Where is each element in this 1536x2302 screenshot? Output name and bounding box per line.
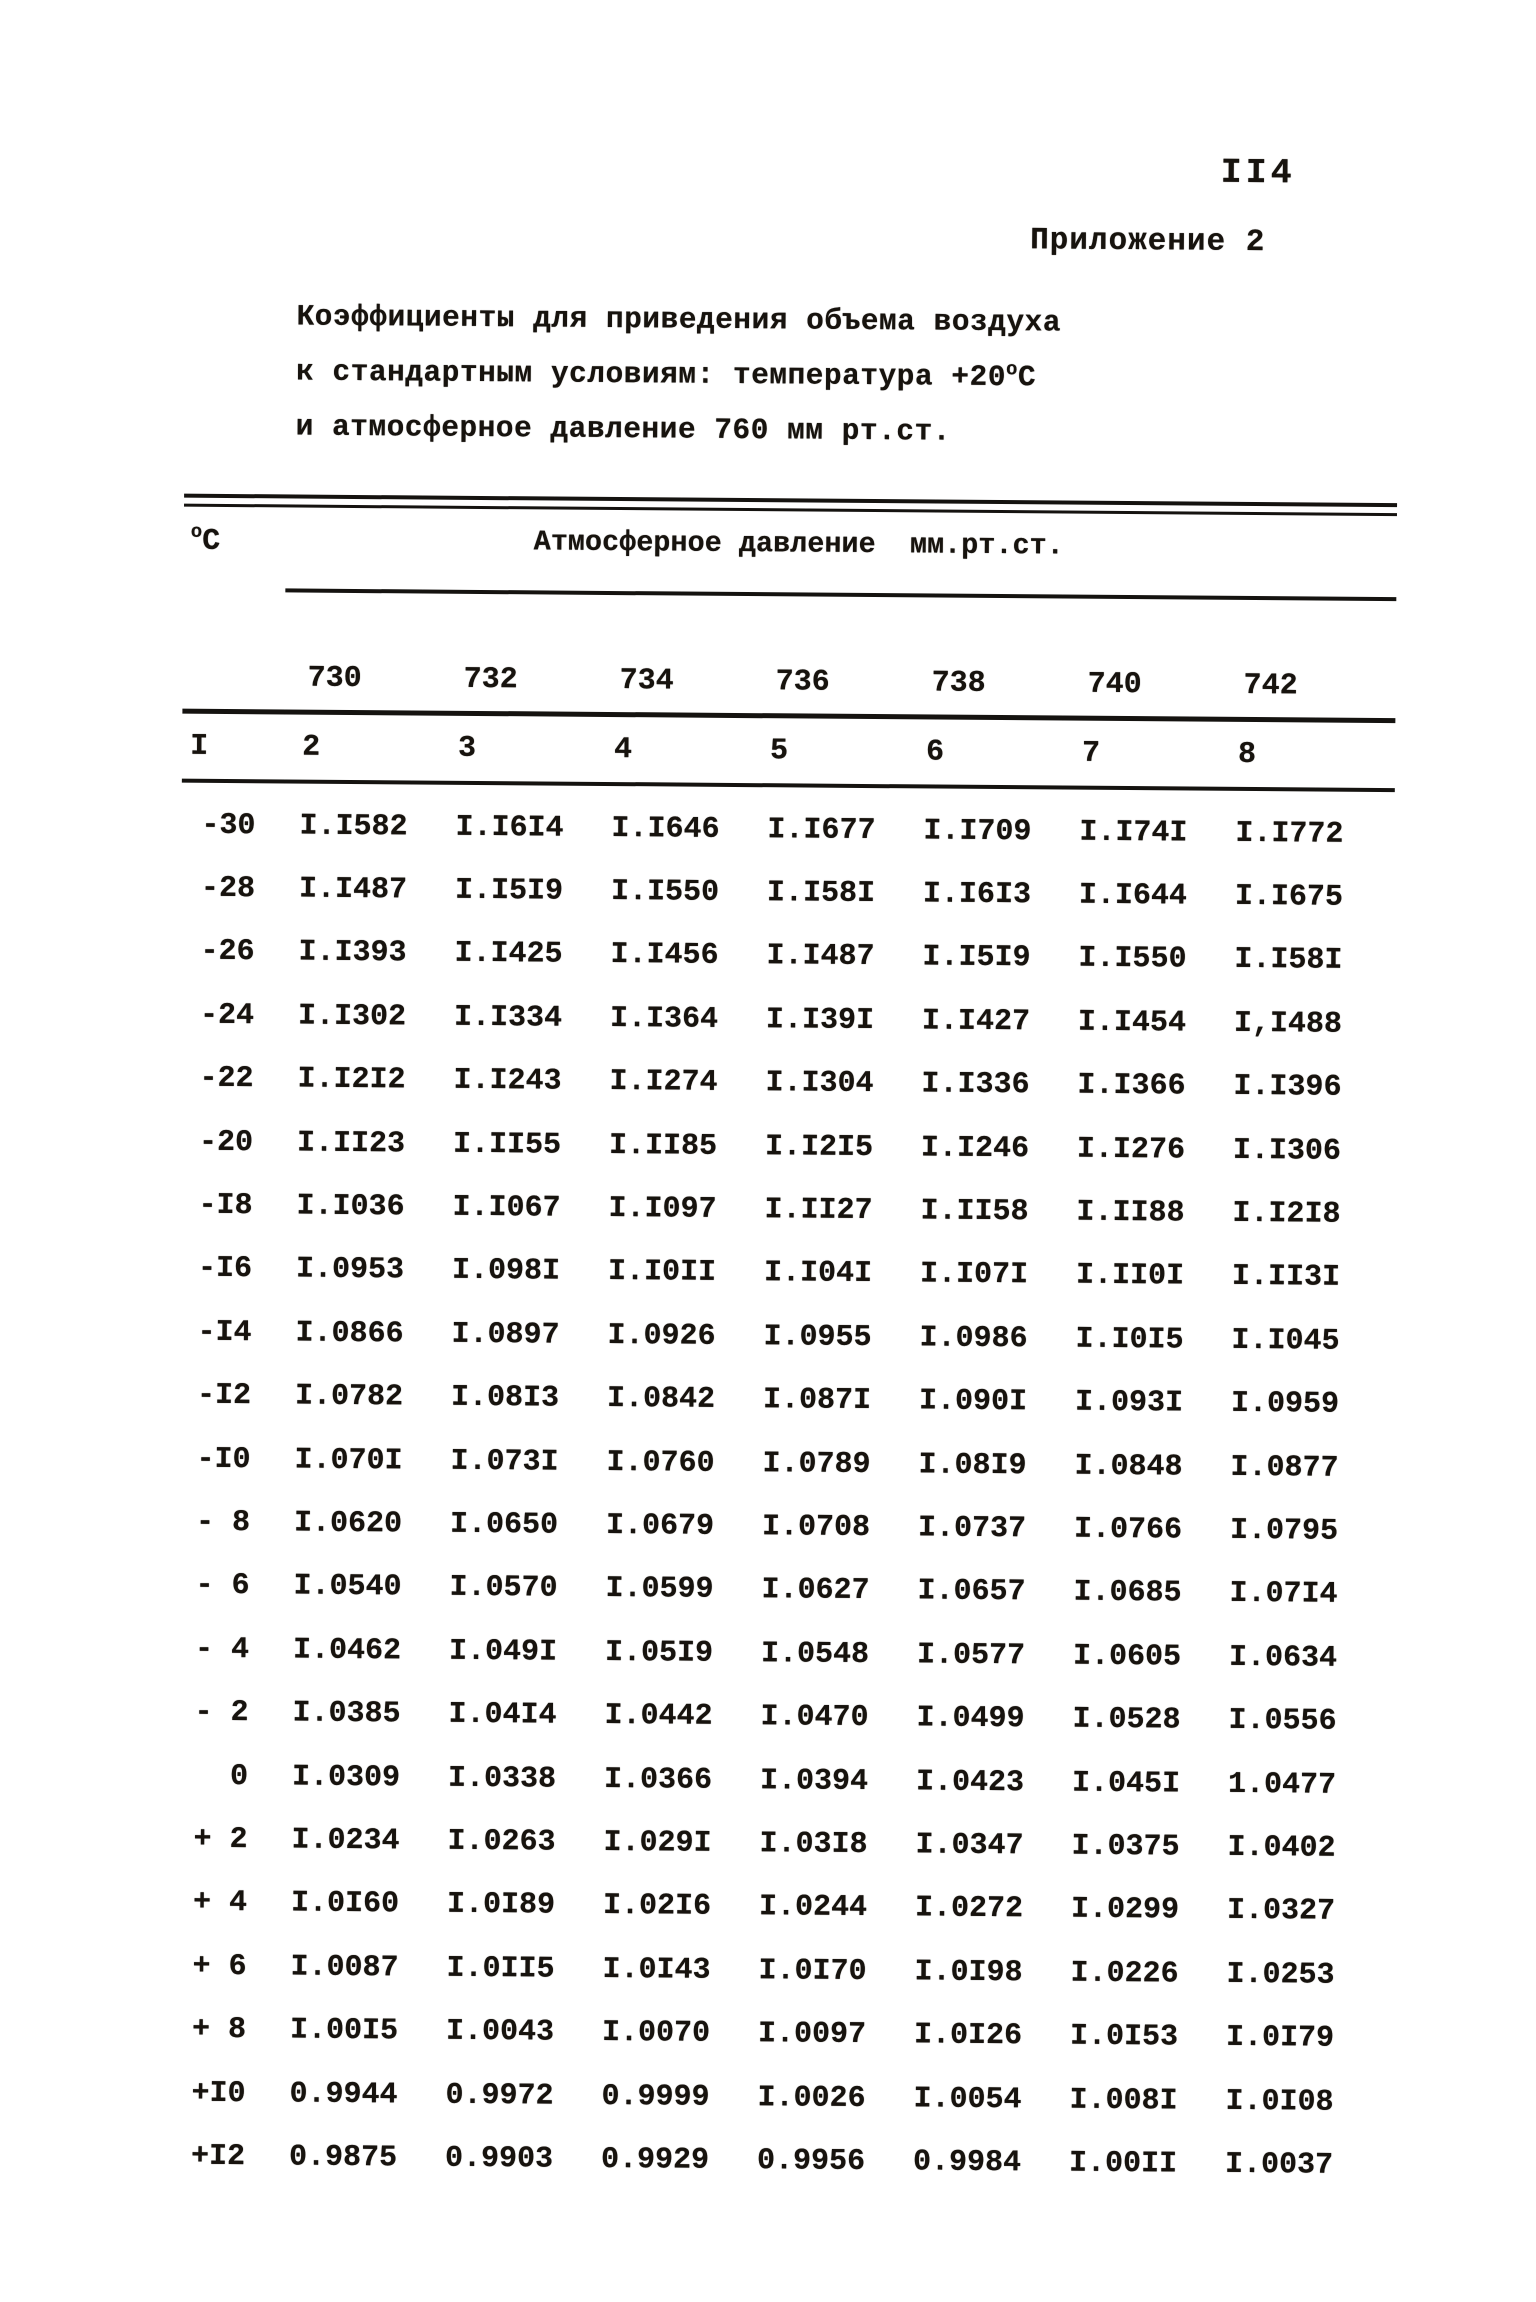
coefficient-cell: I.0299 <box>1070 1892 1180 1928</box>
coefficient-cell: I.I772 <box>1235 816 1344 852</box>
temperature-cell: -26 <box>200 935 255 970</box>
table-row <box>172 1935 1385 2008</box>
table-row <box>181 794 1394 867</box>
page-number: II4 <box>1220 152 1296 194</box>
coefficient-cell: I.I550 <box>1078 942 1187 977</box>
column-number: 3 <box>457 731 477 766</box>
coefficient-cell: I.I302 <box>297 999 407 1035</box>
column-number: 6 <box>925 734 945 770</box>
coefficient-cell: I.0442 <box>604 1699 713 1734</box>
coefficient-cell: I.03I8 <box>759 1827 868 1862</box>
coefficient-cell: I.I07I <box>919 1257 1029 1293</box>
coefficient-cell: I.0462 <box>292 1633 402 1669</box>
table-row <box>179 1047 1392 1120</box>
coefficient-cell: I.0528 <box>1072 1702 1181 1738</box>
coefficient-cell: I.0708 <box>761 1510 871 1546</box>
coefficient-cell: I.0599 <box>605 1572 714 1608</box>
coefficient-cell: I.0540 <box>293 1569 402 1605</box>
title-line-3: и атмосферное давление 760 мм рт.ст. <box>295 409 952 449</box>
coefficient-cell: I.I036 <box>296 1189 405 1225</box>
coefficient-cell: I.0I26 <box>913 2018 1023 2054</box>
coefficient-cell: I.08I3 <box>450 1380 560 1416</box>
temperature-cell: - 6 <box>195 1569 250 1604</box>
column-number: 7 <box>1081 736 1101 771</box>
pressure-value: 736 <box>775 665 830 700</box>
coefficient-cell: I.I276 <box>1076 1132 1186 1168</box>
coefficient-cell: I.I425 <box>454 937 563 973</box>
coefficient-cell: I.0897 <box>451 1317 560 1353</box>
coefficient-cell: I.II58 <box>920 1194 1029 1230</box>
coefficient-cell: I.II3I <box>1231 1260 1341 1296</box>
coefficient-cell: I.0244 <box>758 1890 868 1926</box>
temperature-cell: -I8 <box>198 1188 253 1224</box>
coefficient-cell: I.0226 <box>1070 1956 1179 1992</box>
title-line-2 <box>296 345 1061 406</box>
temperature-cell: - 4 <box>194 1632 250 1667</box>
coefficient-cell: I.I306 <box>1232 1133 1342 1169</box>
temperature-cell: -I0 <box>196 1442 251 1477</box>
coefficient-cell: I.0097 <box>757 2017 867 2053</box>
coefficient-cell: I.I677 <box>767 812 876 848</box>
coefficient-cell: I.090I <box>918 1384 1028 1420</box>
pressure-value: 730 <box>307 661 362 697</box>
temperature-cell: - 2 <box>194 1695 249 1731</box>
table-row <box>173 1871 1386 1944</box>
coefficient-cell: I.0650 <box>449 1507 559 1543</box>
coefficient-cell: I.045I <box>1071 1766 1181 1802</box>
coefficient-cell: I.II88 <box>1076 1195 1185 1231</box>
coefficient-cell: I.II0I <box>1075 1259 1185 1294</box>
table-row <box>180 920 1393 993</box>
coefficient-cell: I.I366 <box>1077 1068 1186 1104</box>
table-row <box>173 1808 1386 1881</box>
coefficient-cell: I.II23 <box>296 1126 406 1162</box>
coefficient-cell: I.098I <box>451 1254 561 1290</box>
coefficient-cell: I.0I43 <box>602 1952 711 1988</box>
coefficient-cell: I.0877 <box>1230 1450 1339 1486</box>
table-body <box>171 783 1395 2198</box>
coefficient-cell: 0.9944 <box>289 2077 398 2112</box>
coefficient-cell: I.I5I9 <box>922 940 1031 976</box>
coefficient-cell: I.I0II <box>607 1255 717 1291</box>
coefficient-cell: I.0986 <box>919 1321 1028 1357</box>
coefficient-cell: I.0499 <box>916 1701 1025 1737</box>
column-number: I <box>189 729 209 764</box>
coefficient-cell: I.0620 <box>293 1506 403 1542</box>
coefficient-cell: I.0627 <box>761 1573 870 1609</box>
document-title <box>295 290 1061 461</box>
coefficient-cell: I.I2I8 <box>1232 1196 1341 1232</box>
coefficient-cell: 0.9929 <box>600 2142 710 2178</box>
table-row <box>174 1744 1387 1817</box>
coefficient-cell: I.04I4 <box>448 1697 557 1733</box>
coefficient-cell: I.0253 <box>1226 1957 1335 1993</box>
table-row <box>181 857 1394 930</box>
coefficient-cell: I.0953 <box>295 1252 405 1288</box>
title-line-2-unit: С <box>1017 360 1037 395</box>
coefficient-cell: I.0I89 <box>446 1888 556 1923</box>
coefficient-cell: I.0338 <box>447 1761 557 1797</box>
coefficient-cell: I.I74I <box>1079 815 1188 851</box>
table-row <box>176 1491 1389 1564</box>
coefficient-cell: I.0070 <box>601 2016 711 2051</box>
coefficient-cell: I.0679 <box>605 1508 715 1544</box>
coefficient-cell: I.0I98 <box>914 1955 1023 1990</box>
coefficient-cell: I.0866 <box>295 1316 404 1352</box>
temperature-cell: +I0 <box>191 2076 246 2111</box>
appendix-label: Приложение 2 <box>1029 223 1266 261</box>
coefficient-cell: 0.9999 <box>601 2079 710 2115</box>
pressure-values-row <box>256 592 1396 718</box>
coefficient-cell: I.I396 <box>1233 1070 1342 1105</box>
coefficient-cell: 0.9972 <box>445 2078 554 2114</box>
coefficient-cell: 0.9984 <box>912 2145 1022 2181</box>
temperature-cell: -22 <box>199 1062 254 1097</box>
coefficient-cell: I,I488 <box>1233 1006 1343 1042</box>
coefficient-cell: I.I675 <box>1234 879 1344 915</box>
coefficient-cell: I.I304 <box>765 1066 874 1102</box>
coefficient-cell: I.00I5 <box>289 2013 399 2049</box>
coefficient-cell: I.0309 <box>291 1760 401 1795</box>
coefficient-cell: I.0926 <box>607 1318 716 1354</box>
coefficient-cell: I.0087 <box>290 1950 399 1986</box>
table-row <box>177 1364 1390 1437</box>
coefficient-cell: I.0I79 <box>1225 2020 1335 2056</box>
coefficient-cell: I.I364 <box>609 1001 719 1037</box>
coefficient-cell: I.073I <box>450 1444 559 1480</box>
coefficient-cell: I.I456 <box>610 938 719 974</box>
temperature-cell: -28 <box>200 871 256 907</box>
temperature-cell: -30 <box>201 808 256 843</box>
coefficient-cell: I.II55 <box>452 1127 562 1163</box>
temperature-cell: + 8 <box>191 2012 247 2048</box>
column-numbers-row <box>182 714 1395 789</box>
coefficient-cell: I.0842 <box>606 1382 716 1418</box>
column-number: 8 <box>1237 737 1257 772</box>
temperature-column-header <box>183 521 265 589</box>
coefficient-cell: I.070I <box>294 1443 403 1478</box>
coefficient-cell: I.0402 <box>1227 1830 1336 1866</box>
degree-superscript: о <box>190 520 203 543</box>
table-row <box>176 1428 1389 1501</box>
coefficient-cell: I.I58I <box>766 876 876 912</box>
coefficient-cell: I.0634 <box>1228 1640 1338 1676</box>
coefficient-cell: I.I0I5 <box>1075 1322 1184 1358</box>
temperature-cell: + 2 <box>193 1822 248 1858</box>
degree-superscript: о <box>1005 358 1019 381</box>
table-row <box>174 1681 1387 1754</box>
coefficient-cell: I.I246 <box>920 1131 1030 1166</box>
coefficient-cell: I.I5I9 <box>454 873 564 909</box>
coefficient-cell: I.0234 <box>291 1823 400 1859</box>
column-number: 4 <box>613 732 633 767</box>
pressure-header-label: Атмосферное давление мм.рт.ст. <box>533 525 1064 563</box>
coefficient-cell: I.I427 <box>921 1004 1031 1040</box>
coefficient-cell: I.I334 <box>453 1000 563 1036</box>
temperature-cell: + 4 <box>192 1886 248 1921</box>
coefficient-cell: I.0I53 <box>1069 2019 1179 2055</box>
coefficient-cell: I.I04I <box>763 1256 873 1292</box>
coefficient-cell: I.0657 <box>917 1574 1026 1610</box>
coefficient-cell: I.0737 <box>917 1511 1027 1547</box>
coefficient-cell: I.0782 <box>294 1379 404 1415</box>
coefficient-cell: I.0026 <box>757 2080 866 2116</box>
coefficient-cell: I.I487 <box>766 939 875 975</box>
coefficient-cell: I.08I9 <box>918 1448 1027 1483</box>
coefficient-cell: I.0955 <box>763 1320 872 1355</box>
coefficient-cell: I.0394 <box>759 1763 869 1799</box>
pressure-value: 742 <box>1243 668 1298 704</box>
table-row <box>177 1301 1390 1374</box>
coefficient-cell: I.0I70 <box>758 1953 867 1989</box>
table-row <box>179 1111 1392 1184</box>
temperature-cell: -I2 <box>196 1378 252 1414</box>
coefficient-cell: I.I045 <box>1231 1323 1340 1359</box>
coefficient-cell: I.07I4 <box>1229 1577 1338 1613</box>
coefficient-cell: I.049I <box>448 1634 558 1670</box>
coefficient-cell: I.I6I3 <box>922 877 1032 913</box>
coefficient-cell: I.0766 <box>1073 1512 1183 1548</box>
coefficient-cell: I.008I <box>1069 2083 1178 2118</box>
coefficient-cell: I.00II <box>1068 2146 1178 2182</box>
table-row <box>175 1554 1388 1627</box>
coefficient-cell: I.I6I4 <box>455 810 564 846</box>
coefficient-cell: I.0375 <box>1071 1829 1180 1865</box>
table-row <box>180 984 1393 1057</box>
coefficient-cell: I.I097 <box>608 1192 717 1227</box>
coefficient-cell: I.I644 <box>1078 878 1188 914</box>
celsius-letter: С <box>202 524 221 559</box>
coefficient-cell: I.0685 <box>1073 1576 1182 1611</box>
coefficient-cell: I.I454 <box>1077 1005 1187 1041</box>
temperature-cell: -I6 <box>197 1252 253 1287</box>
table-header-row <box>183 507 1397 598</box>
coefficient-cell: I.0366 <box>603 1762 713 1798</box>
coefficient-cell: 0.9903 <box>444 2141 554 2177</box>
coefficient-cell: I.I274 <box>609 1065 718 1101</box>
pressure-value: 732 <box>463 662 518 698</box>
coefficient-cell: I.029I <box>603 1825 712 1861</box>
coefficient-cell: I.0795 <box>1229 1513 1339 1549</box>
coefficient-cell: I.087I <box>762 1383 872 1419</box>
coefficient-cell: I.I550 <box>610 875 720 910</box>
table-row <box>175 1618 1388 1691</box>
coefficient-cell: I.0327 <box>1226 1894 1336 1930</box>
coefficient-cell: I.I58I <box>1234 943 1343 979</box>
temperature-cell: -24 <box>199 998 255 1034</box>
table-row <box>178 1237 1391 1310</box>
column-number: 5 <box>769 733 789 768</box>
coefficient-cell: I.I582 <box>299 809 408 845</box>
coefficient-cell: I.05I9 <box>604 1635 714 1671</box>
coefficient-cell: I.0037 <box>1224 2147 1334 2183</box>
coefficient-cell: I.0I60 <box>290 1886 400 1922</box>
coefficient-cell: I.II85 <box>608 1128 718 1164</box>
coefficient-cell: I.I487 <box>298 872 408 908</box>
coefficient-cell: I.0054 <box>913 2081 1022 2117</box>
coefficient-cell: I.0548 <box>760 1636 870 1672</box>
coefficient-cell: I.I2I2 <box>297 1062 406 1098</box>
coefficient-cell: I.I39I <box>765 1003 875 1038</box>
coefficient-cell: I.0423 <box>915 1764 1025 1800</box>
coefficient-cell: I.I243 <box>453 1064 562 1099</box>
pressure-value: 738 <box>931 666 986 701</box>
coefficient-cell: I.I067 <box>452 1190 561 1226</box>
pressure-value: 740 <box>1087 667 1142 703</box>
coefficient-cell: I.I336 <box>921 1067 1030 1103</box>
column-number: 2 <box>301 730 321 765</box>
coefficient-cell: I.0II5 <box>446 1951 555 1987</box>
coefficient-cell: I.0848 <box>1074 1449 1183 1485</box>
temperature-cell: -20 <box>198 1125 254 1160</box>
coefficients-table <box>171 494 1397 2198</box>
temperature-cell: - 8 <box>195 1505 251 1541</box>
coefficient-cell: I.0577 <box>916 1638 1026 1674</box>
coefficient-cell: I.0959 <box>1230 1387 1340 1422</box>
coefficient-cell: I.0760 <box>606 1445 715 1481</box>
temperature-cell: + 6 <box>192 1949 247 1984</box>
coefficient-cell: I.0470 <box>760 1700 869 1736</box>
coefficient-cell: I.0385 <box>292 1696 401 1732</box>
coefficient-cell: 0.9875 <box>288 2140 398 2176</box>
title-line-1: Коэффициенты для приведения объема воздуха <box>296 299 1062 340</box>
coefficient-cell: I.0570 <box>449 1571 558 1606</box>
coefficient-cell: I.0I08 <box>1225 2084 1334 2120</box>
table-row <box>171 2125 1384 2198</box>
coefficient-cell: I.I709 <box>923 814 1032 849</box>
coefficient-cell: I.0789 <box>762 1446 871 1482</box>
coefficient-cell: 1.0477 <box>1227 1767 1337 1803</box>
coefficient-cell: I.0556 <box>1228 1704 1337 1739</box>
coefficient-cell: I.0272 <box>914 1891 1024 1927</box>
temperature-cell: 0 <box>229 1759 249 1794</box>
table-row <box>178 1174 1391 1247</box>
temperature-cell: +I2 <box>190 2139 246 2175</box>
pressure-value: 734 <box>619 664 674 699</box>
table-row <box>172 1998 1385 2071</box>
coefficient-cell: I.I2I5 <box>764 1129 874 1165</box>
coefficient-cell: 0.9956 <box>756 2144 866 2179</box>
table-row <box>171 2061 1384 2134</box>
title-line-2-text: к стандартным условиям: температура +20 <box>295 354 1007 395</box>
coefficient-cell: I.0263 <box>447 1824 556 1860</box>
coefficient-cell: I.0605 <box>1072 1639 1182 1675</box>
coefficient-cell: I.0043 <box>445 2014 555 2050</box>
coefficient-cell: I.I393 <box>298 936 407 971</box>
coefficient-cell: I.II27 <box>764 1193 873 1229</box>
coefficient-cell: I.I646 <box>611 811 720 847</box>
coefficient-cell: I.093I <box>1074 1385 1184 1421</box>
coefficient-cell: I.02I6 <box>602 1889 712 1925</box>
coefficient-cell: I.0347 <box>915 1828 1024 1864</box>
temperature-cell: -I4 <box>197 1315 252 1351</box>
